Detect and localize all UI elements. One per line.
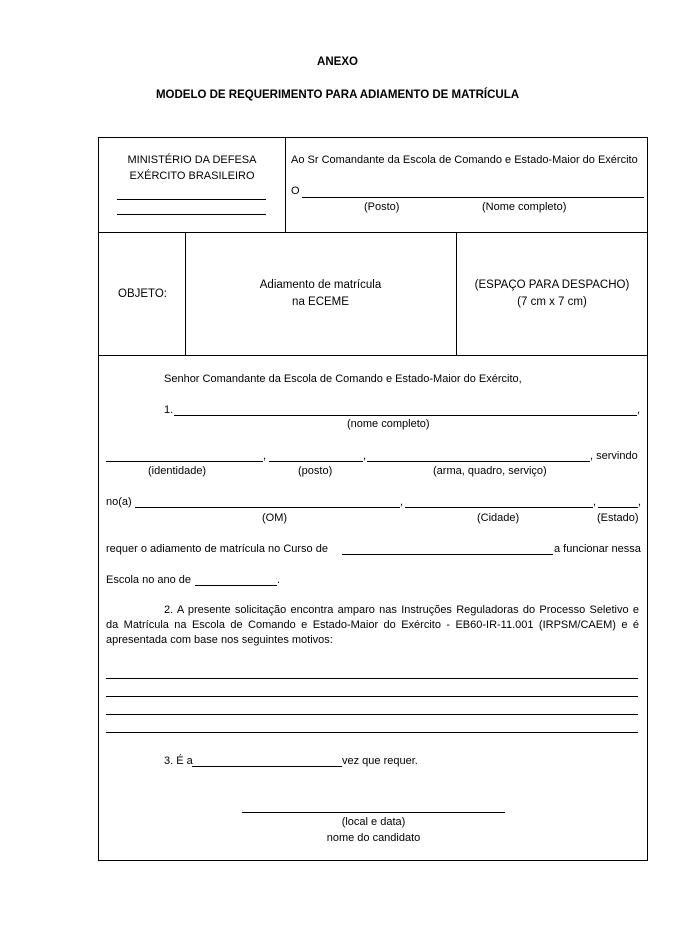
posto-caption: (Posto)	[364, 201, 400, 213]
vez-field[interactable]	[192, 766, 342, 767]
object-col-divider-1	[185, 232, 186, 355]
annex-title: ANEXO	[317, 56, 358, 68]
estado-field[interactable]	[598, 507, 638, 508]
ano-field[interactable]	[195, 585, 277, 586]
salutation: Senhor Comandante da Escola de Comando e Estado-Maior do Exército,	[164, 373, 522, 385]
motivos-line-4[interactable]	[106, 732, 638, 733]
om-caption: (OM)	[262, 512, 288, 524]
header-col-divider	[285, 138, 286, 232]
cidade-field[interactable]	[405, 507, 593, 508]
posto-caption-body: (posto)	[298, 465, 333, 477]
om-field[interactable]	[135, 507, 400, 508]
signature-line-1[interactable]	[117, 199, 266, 200]
comma-5: ,	[638, 496, 642, 508]
motivos-line-1[interactable]	[106, 678, 638, 679]
row-divider-2	[99, 355, 647, 356]
object-subject-line1: Adiamento de matrícula	[259, 279, 382, 291]
item1-comma: ,	[637, 404, 641, 416]
item3-prefix: 3. É a	[164, 755, 193, 767]
local-data-caption: (local e data)	[341, 816, 406, 828]
servindo-text: , servindo	[590, 450, 638, 462]
object-subject-line2: na ECEME	[292, 296, 349, 308]
requer-suffix: a funcionar nessa	[554, 543, 641, 555]
dispatch-space-line1: (ESPAÇO PARA DESPACHO)	[474, 279, 630, 291]
signature-line-2[interactable]	[117, 214, 266, 215]
nome-completo-caption: (nome completo)	[347, 418, 430, 430]
estado-caption: (Estado)	[597, 512, 639, 524]
ministry-name: MINISTÉRIO DA DEFESA	[127, 154, 257, 166]
addressee-name-field[interactable]	[302, 197, 644, 198]
signature-line[interactable]	[242, 812, 505, 813]
item1-prefix: 1.	[164, 404, 174, 416]
comma-2: ,	[363, 450, 367, 462]
nome-caption: (Nome completo)	[482, 201, 567, 213]
object-col-divider-2	[456, 232, 457, 355]
identidade-field[interactable]	[106, 461, 263, 462]
arma-field[interactable]	[367, 461, 590, 462]
arma-caption: (arma, quadro, serviço)	[433, 465, 547, 477]
nome-candidato-caption: nome do candidato	[326, 832, 421, 844]
identidade-caption: (identidade)	[148, 465, 207, 477]
requer-text: requer o adiamento de matrícula no Curso de	[106, 543, 328, 555]
curso-field[interactable]	[342, 554, 553, 555]
object-label: OBJETO:	[118, 288, 167, 300]
cidade-caption: (Cidade)	[477, 512, 520, 524]
comma-1: ,	[263, 450, 267, 462]
form-frame	[98, 137, 648, 861]
item2-paragraph: 2. A presente solicitação encontra amparo nas Instruções Reguladoras do Processo Seletivo e da Matrícula na Escola de Comando e Estado-Maior do Exército - EB60-IR-11.001 (IRPSM/CAEM) e é apresentada com base nos seguintes motivos:	[106, 604, 639, 646]
escola-text: Escola no ano de	[106, 574, 192, 586]
comma-3: ,	[400, 496, 404, 508]
dispatch-space-line2: (7 cm x 7 cm)	[517, 296, 587, 308]
posto-field[interactable]	[269, 461, 363, 462]
army-name: EXÉRCITO BRASILEIRO	[129, 170, 255, 182]
escola-period: .	[277, 574, 281, 586]
nome-completo-field[interactable]	[174, 415, 637, 416]
row-divider-1	[99, 232, 647, 233]
no-a-text: no(a)	[106, 496, 132, 508]
motivos-line-2[interactable]	[106, 696, 638, 697]
document-title: MODELO DE REQUERIMENTO PARA ADIAMENTO DE MATRÍCULA	[155, 89, 520, 101]
addressee-text: Ao Sr Comandante da Escola de Comando e Estado-Maior do Exército	[291, 154, 638, 166]
motivos-line-3[interactable]	[106, 714, 638, 715]
o-prefix: O	[291, 185, 300, 197]
item3-suffix: vez que requer.	[342, 755, 418, 767]
comma-4: ,	[593, 496, 597, 508]
